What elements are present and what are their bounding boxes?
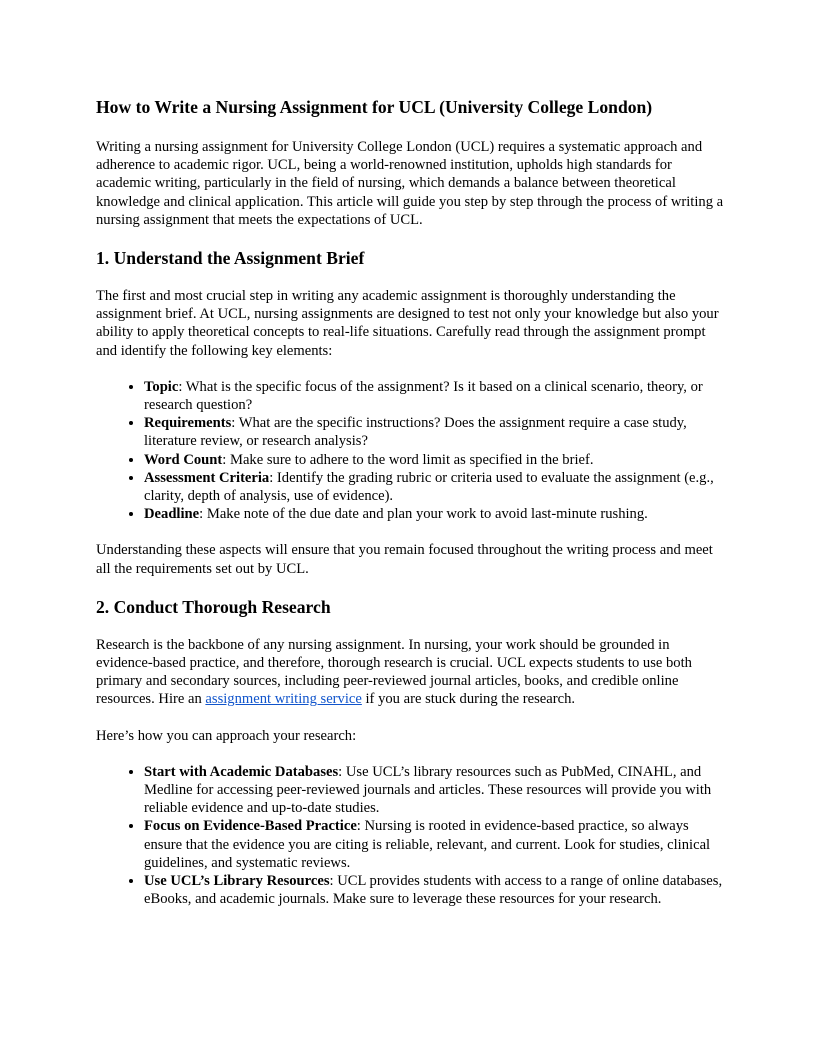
section-1-heading: 1. Understand the Assignment Brief: [96, 248, 365, 269]
paragraph-text: if you are stuck during the research.: [361, 691, 576, 708]
list-item: [144, 414, 726, 450]
list-item: [144, 763, 726, 818]
section-1-list: [96, 378, 726, 524]
list-item-term: Deadline: [144, 506, 200, 523]
list-item-term: Focus on Evidence-Based Practice: [144, 818, 357, 835]
list-item: [144, 451, 726, 469]
intro-paragraph: Writing a nursing assignment for University College London (UCL) requires a systematic approach and adherence to academic rigor. UCL, being a world-renowned institution, upholds high standards for academic writing, particularly in the field of nursing, which demands a balance between theoretical knowledge and clinical application. This article will guide you step by step through the process of writing a nursing assignment that meets the expectations of UCL.: [96, 139, 724, 228]
list-item-term: Requirements: [144, 415, 232, 432]
assignment-writing-service-link[interactable]: assignment writing service: [205, 691, 362, 708]
section-1-paragraph: The first and most crucial step in writing any academic assignment is thoroughly understanding the assignment brief. At UCL, nursing assignments are designed to test not only your knowledge but also your ability to apply theoretical concepts to real-life situations. Carefully read through the assignment prompt and identify the following key elements:: [96, 288, 719, 359]
document-page: [96, 96, 726, 927]
list-item-term: Word Count: [144, 451, 223, 468]
list-item: [144, 872, 726, 908]
list-item-text: : Make sure to adhere to the word limit as specified in the brief.: [222, 451, 594, 468]
list-item: [144, 505, 726, 523]
list-item-text: : Nursing is rooted in evidence-based practice, so always ensure that the evidence you are citing is reliable, relevant, and current. Look for studies, clinical guidelines, and systematic reviews.: [144, 818, 711, 871]
list-item-term: Use UCL’s Library Resources: [144, 873, 330, 890]
list-item-text: : Make note of the due date and plan your work to avoid last-minute rushing.: [199, 506, 648, 523]
list-item-text: : What is the specific focus of the assignment? Is it based on a clinical scenario, theory, or research question?: [144, 378, 703, 414]
section-2-lead: Here’s how you can approach your research:: [96, 727, 357, 744]
paragraph-text: Research is the backbone of any nursing assignment. In nursing, your work should be grounded in evidence-based practice, and therefore, thorough research is crucial. UCL expects students to use both primary and secondary sources, including peer-reviewed journal articles, books, and credible online resources. Hire an: [96, 636, 692, 708]
section-1-closing: Understanding these aspects will ensure that you remain focused throughout the writing process and meet all the requirements set out by UCL.: [96, 542, 713, 577]
list-item: [144, 817, 726, 872]
section-2-heading: 2. Conduct Thorough Research: [96, 596, 331, 617]
list-item-text: : Use UCL’s library resources such as PubMed, CINAHL, and Medline for accessing peer-reviewed journals and articles. These resources will provide you with reliable evidence and up-to-date studies.: [144, 763, 712, 817]
page-title: How to Write a Nursing Assignment for UCL (University College London): [96, 97, 653, 117]
list-item-text: : Identify the grading rubric or criteria used to evaluate the assignment (e.g., clarity, depth of analysis, use of evidence).: [144, 469, 714, 505]
list-item-text: : UCL provides students with access to a range of online databases, eBooks, and academic journals. Make sure to leverage these resources for your research.: [144, 873, 723, 908]
list-item-term: Topic: [144, 378, 179, 395]
section-2-paragraph: [96, 636, 726, 709]
list-item-text: : What are the specific instructions? Does the assignment require a case study, literature review, or research analysis?: [144, 415, 687, 450]
list-item: [144, 469, 726, 505]
list-item: [144, 378, 726, 414]
section-2-list: [96, 763, 726, 909]
list-item-term: Assessment Criteria: [144, 469, 270, 486]
list-item-term: Start with Academic Databases: [144, 763, 339, 780]
